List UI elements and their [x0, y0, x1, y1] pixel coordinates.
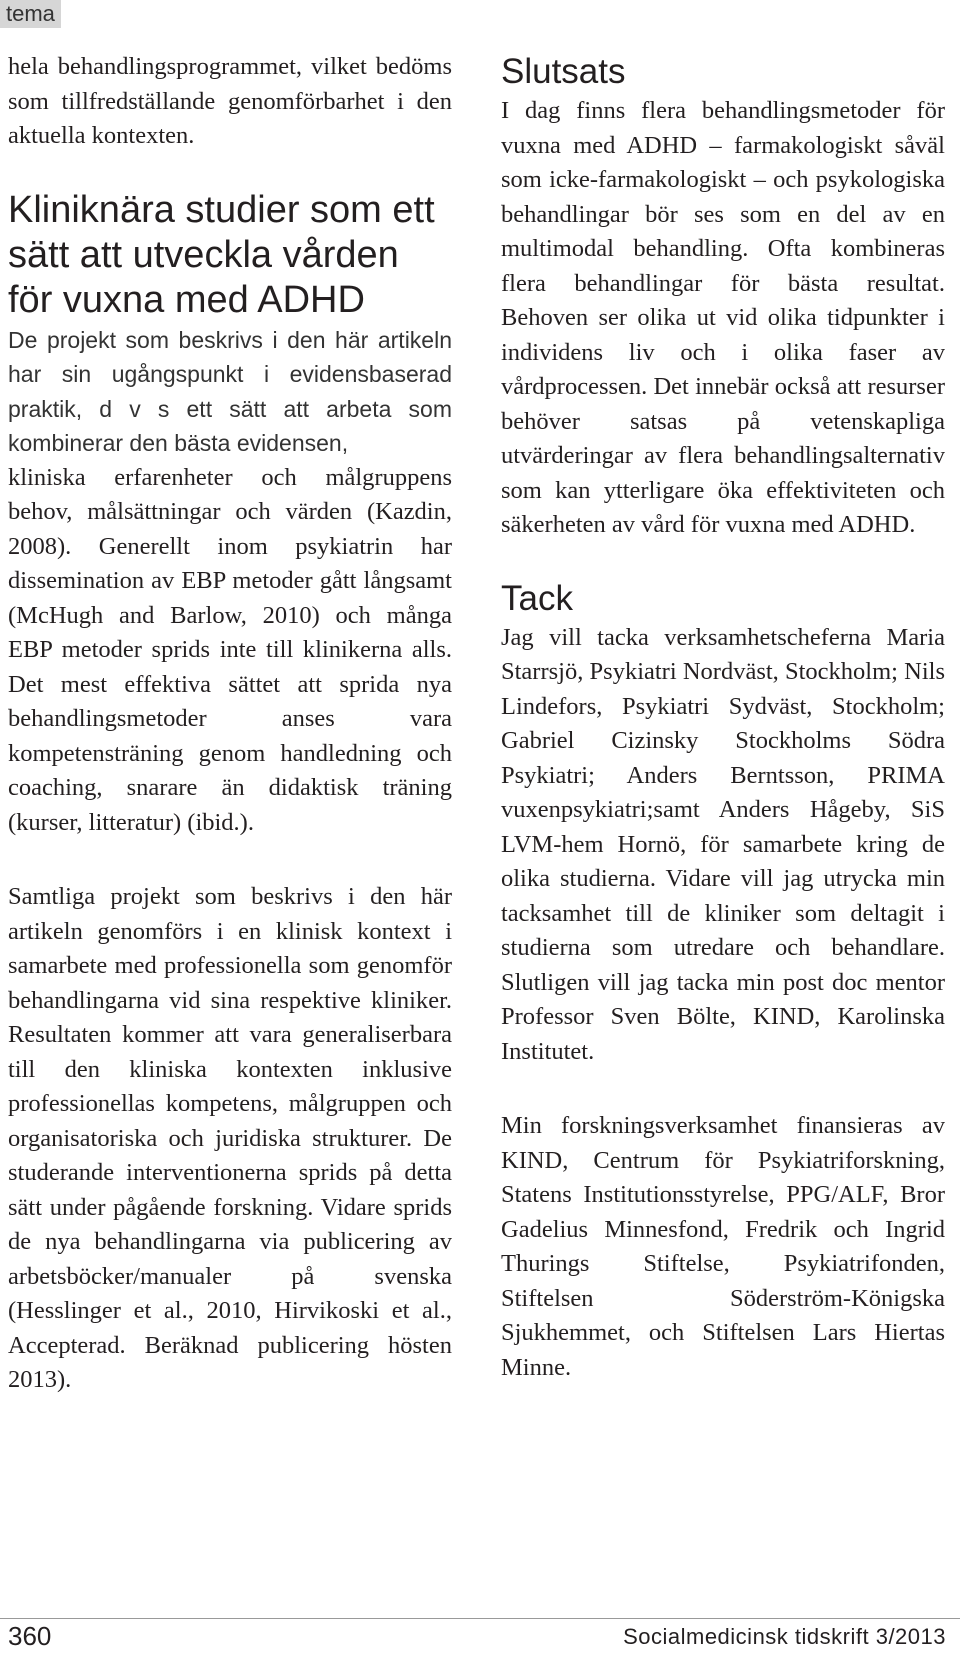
- lead-paragraph: De projekt som beskrivs i den här artikeln har sin ugångspunkt i evidensbaserad praktik, d v s ett sätt att arbeta som kombinerar den bästa evidensen,: [8, 326, 452, 456]
- left-column: [8, 50, 452, 1398]
- thanks-paragraph: Jag vill tacka verksamhetscheferna Maria Starrsjö, Psykiatri Nordväst, Stockholm; Nils Lindefors, Psykiatri Sydväst, Stockholm; Gabriel Cizinsky Stockholms Södra Psykiatri; Anders Berntsson, PRIMA vuxenpsykiatri;samt Anders Hågeby, SiS LVM-hem Hornö, för samarbete kring de olika studierna. Vidare vill jag utrycka min tacksamhet till de kliniker som deltagit i studierna som utredare och behandlare. Slutligen vill jag tacka min post doc mentor Professor Sven Bölte, KIND, Karolinska Institutet.: [501, 623, 945, 1065]
- conclusion-heading: Slutsats: [501, 52, 626, 91]
- body-paragraph: Samtliga projekt som beskrivs i den här artikeln genomförs i en klinisk kontext i samarbete med professionella som genomför behandlingarna vid sina respektive kliniker. Resultaten kommer att vara generaliserbara till den kliniska kontexten inklusive professionellas kompetens, målgruppen och organisatoriska och juridiska strukturer. De studerande interventionerna sprids på detta sätt under pågående forskning. Vidare sprids de nya behandlingarna via publicering av arbetsböcker/manualer på svenska (Hesslinger et al., 2010, Hirvikoski et al., Accepterad. Beräknad publicering hösten 2013).: [8, 883, 452, 1393]
- body-paragraph: kliniska erfarenheter och målgruppens behov, målsättningar och värden (Kazdin, 2008). Generellt inom psykiatrin har dissemination av EBP metoder gått långsamt (McHugh and Barlow, 2010) och många EBP metoder sprids inte till klinikerna alls. Det mest effektiva sättet att sprida nya behandlingsmetoder anses vara kompetensträning genom handledning och coaching, snarare än didaktisk träning (kurser, litteratur) (ibid.).: [8, 463, 452, 836]
- section-heading: Kliniknära studier som ett sätt att utveckla vården för vuxna med ADHD: [8, 188, 435, 321]
- intro-paragraph: hela behandlingsprogrammet, vilket bedöms som tillfredställande genomförbarhet i den aktuella kontexten.: [8, 53, 452, 149]
- right-column: [501, 50, 945, 1385]
- page-number: 360: [8, 1621, 52, 1651]
- conclusion-paragraph: I dag finns flera behandlingsmetoder för vuxna med ADHD – farmakologiskt såväl som icke-farmakologiskt – och psykologiska behandlingar bör ses som en del av en multimodal behandling. Ofta kombineras flera behandlingar för bästa resultat. Behoven ser olika ut vid olika tidpunkter i individens liv och i olika faser av vårdprocessen. Det innebär också att resurser behöver satsas på vetenskapliga utvärderingar av flera behandlingsalternativ som kan ytterligare öka effektiviteten och säkerheten av vård för vuxna med ADHD.: [501, 97, 945, 538]
- thanks-heading: Tack: [501, 578, 573, 618]
- journal-reference: Socialmedicinsk tidskrift 3/2013: [623, 1624, 946, 1649]
- funding-paragraph: Min forskningsverksamhet finansieras av KIND, Centrum för Psykiatriforskning, Statens Institutionsstyrelse, PPG/ALF, Bror Gadelius Minnesfond, Fredrik och Ingrid Thurings Stiftelse, Psykiatrifonden, Stiftelsen Söderström-Königska Sjukhemmet, och Stiftelsen Lars Hiertas Minne.: [501, 1112, 945, 1381]
- footer-divider: [0, 1618, 960, 1619]
- section-tag: tema: [0, 0, 61, 28]
